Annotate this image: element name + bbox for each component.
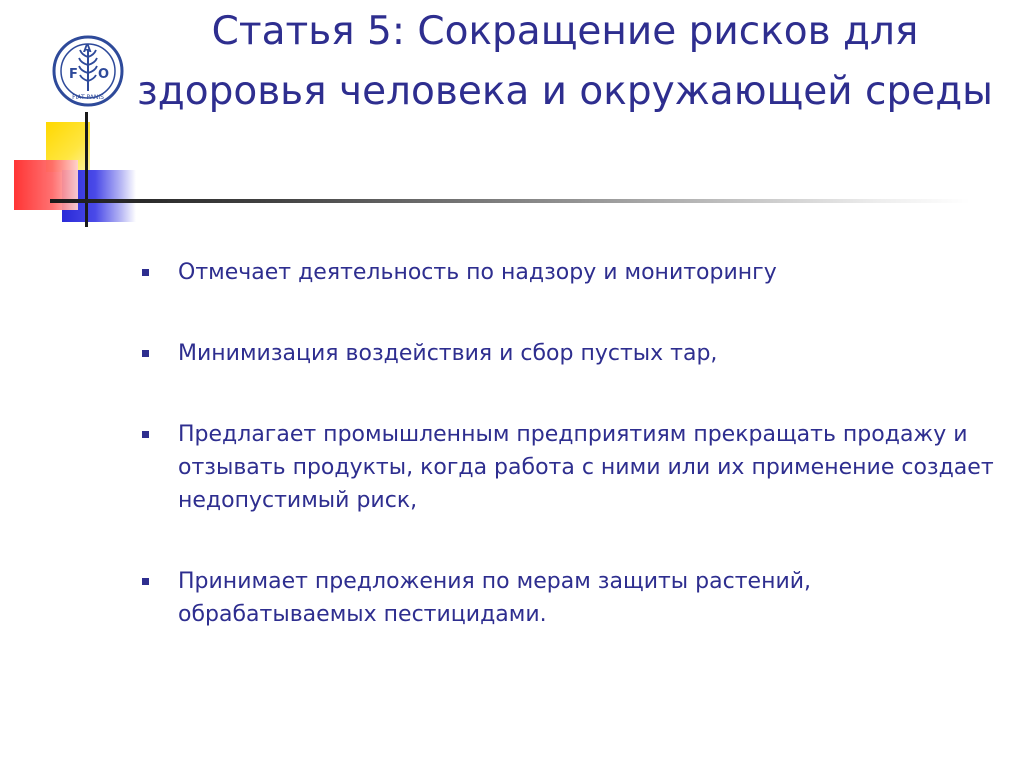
bullet-text: Минимизация воздействия и сбор пустых тар, <box>178 341 718 366</box>
bullet-item <box>140 565 1000 631</box>
bullet-square-icon <box>142 269 149 276</box>
bullet-item <box>140 337 1000 370</box>
fao-logo-letter-o: O <box>98 67 110 82</box>
title-divider-line <box>50 199 970 203</box>
bullet-list <box>140 248 1000 631</box>
slide-title: Статья 5: Сокращение рисков для здоровья человека и окружающей среды <box>137 9 993 114</box>
decor-vertical-line <box>85 112 88 227</box>
bullet-text: Принимает предложения по мерам защиты растений, обрабатываемых пестицидами. <box>178 569 812 627</box>
bullet-text: Отмечает деятельность по надзору и мониторингу <box>178 260 777 285</box>
fao-logo-icon <box>52 35 124 107</box>
bullet-item <box>140 256 1000 289</box>
fao-logo-letter-a: A <box>83 42 92 55</box>
bullet-item <box>140 418 1000 517</box>
bullet-text: Предлагает промышленным предприятиям прекращать продажу и отзывать продукты, когда работа с ними или их применение создает недопустимый риск, <box>178 422 994 513</box>
bullet-square-icon <box>142 350 149 357</box>
bullet-square-icon <box>142 431 149 438</box>
bullet-square-icon <box>142 578 149 585</box>
fao-logo-motto: FIAT PANIS <box>72 94 104 101</box>
fao-logo-letter-f: F <box>69 67 78 82</box>
